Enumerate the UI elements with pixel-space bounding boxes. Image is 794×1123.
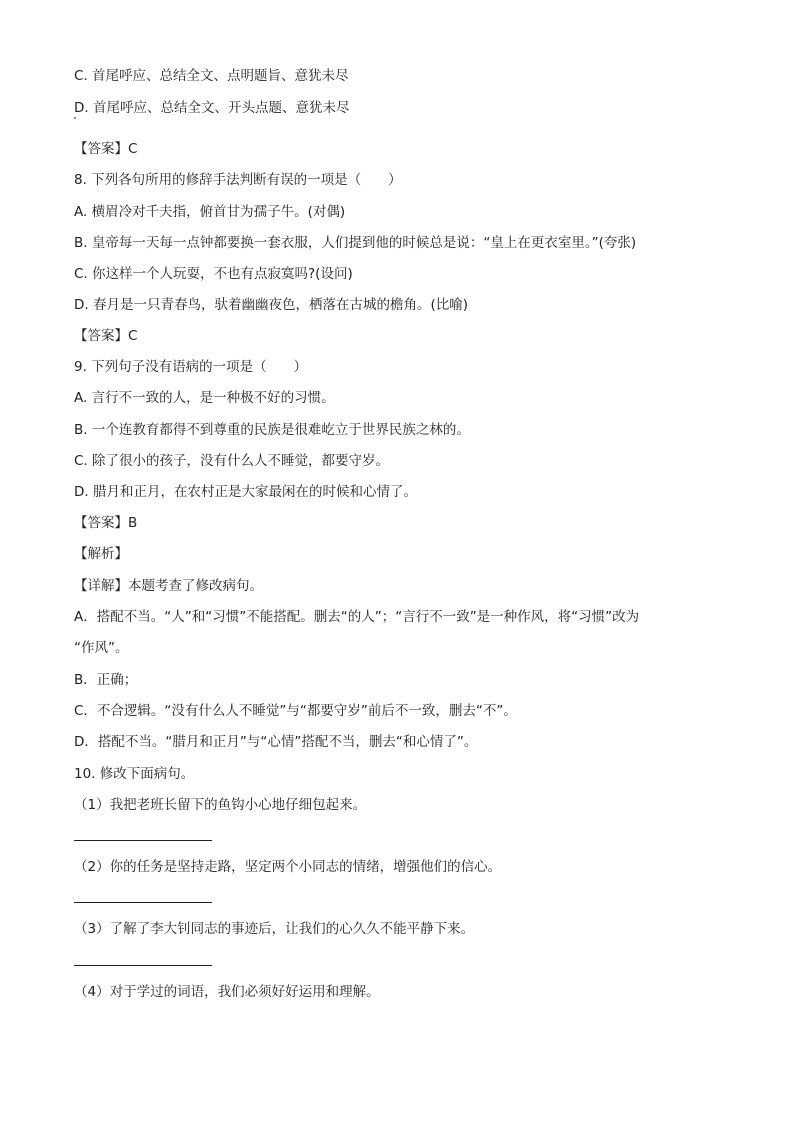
q9-answer: 【答案】B bbox=[74, 515, 138, 531]
q10-item-4: （4）对于学过的词语，我们必须好好运用和理解。 bbox=[74, 984, 380, 1000]
q9-detail-a-line2: “作风”。 bbox=[74, 640, 129, 656]
answer-blank-1[interactable] bbox=[74, 840, 212, 841]
stray-dot bbox=[74, 117, 76, 119]
q9-detail-d: D．搭配不当。“腊月和正月”与“心情”搭配不当，删去“和心情了”。 bbox=[74, 734, 478, 750]
q9-option-d: D. 腊月和正月，在农村正是大家最闲在的时候和心情了。 bbox=[74, 484, 417, 500]
q7-answer: 【答案】C bbox=[74, 141, 138, 157]
answer-blank-2[interactable] bbox=[74, 902, 212, 903]
q8-option-c: C. 你这样一个人玩耍，不也有点寂寞吗?(设问) bbox=[74, 266, 353, 282]
q9-detail: 【详解】本题考查了修改病句。 bbox=[74, 578, 263, 594]
q7-option-c: C. 首尾呼应、总结全文、点明题旨、意犹未尽 bbox=[74, 68, 349, 84]
q10-stem: 10. 修改下面病句。 bbox=[74, 766, 195, 782]
q8-stem: 8. 下列各句所用的修辞手法判断有误的一项是（ ） bbox=[74, 172, 402, 188]
q9-detail-a-line1: A．搭配不当。“人”和“习惯”不能搭配。删去“的人”；“言行不一致”是一种作风，将“习惯”改为 bbox=[74, 609, 640, 625]
q9-option-a: A. 言行不一致的人，是一种极不好的习惯。 bbox=[74, 390, 335, 406]
q8-answer: 【答案】C bbox=[74, 328, 138, 344]
q9-detail-c: C．不合逻辑。“没有什么人不睡觉”与“都要守岁”前后不一致，删去“不”。 bbox=[74, 703, 517, 719]
q9-option-b: B. 一个连教育都得不到尊重的民族是很难屹立于世界民族之林的。 bbox=[74, 422, 470, 438]
q9-stem: 9. 下列句子没有语病的一项是（ ） bbox=[74, 359, 308, 375]
q8-option-d: D. 春月是一只青春鸟，驮着幽幽夜色，栖落在古城的檐角。(比喻) bbox=[74, 297, 469, 313]
q9-detail-b: B．正确； bbox=[74, 672, 138, 688]
q9-analysis-title: 【解析】 bbox=[74, 546, 128, 562]
answer-blank-3[interactable] bbox=[74, 965, 212, 966]
q9-option-c: C. 除了很小的孩子，没有什么人不睡觉，都要守岁。 bbox=[74, 453, 390, 469]
q8-option-b: B. 皇帝每一天每一点钟都要换一套衣服，人们提到他的时候总是说：“皇上在更衣室里。”(夸张) bbox=[74, 235, 637, 251]
q10-item-1: （1）我把老班长留下的鱼钩小心地仔细包起来。 bbox=[74, 797, 367, 813]
q10-item-2: （2）你的任务是坚持走路，坚定两个小同志的情绪，增强他们的信心。 bbox=[74, 859, 502, 875]
q8-option-a: A. 横眉冷对千夫指，俯首甘为孺子牛。(对偶) bbox=[74, 204, 346, 220]
q10-item-3: （3）了解了李大钊同志的事迹后，让我们的心久久不能平静下来。 bbox=[74, 921, 475, 937]
q7-option-d: D. 首尾呼应、总结全文、开头点题、意犹未尽 bbox=[74, 100, 350, 116]
